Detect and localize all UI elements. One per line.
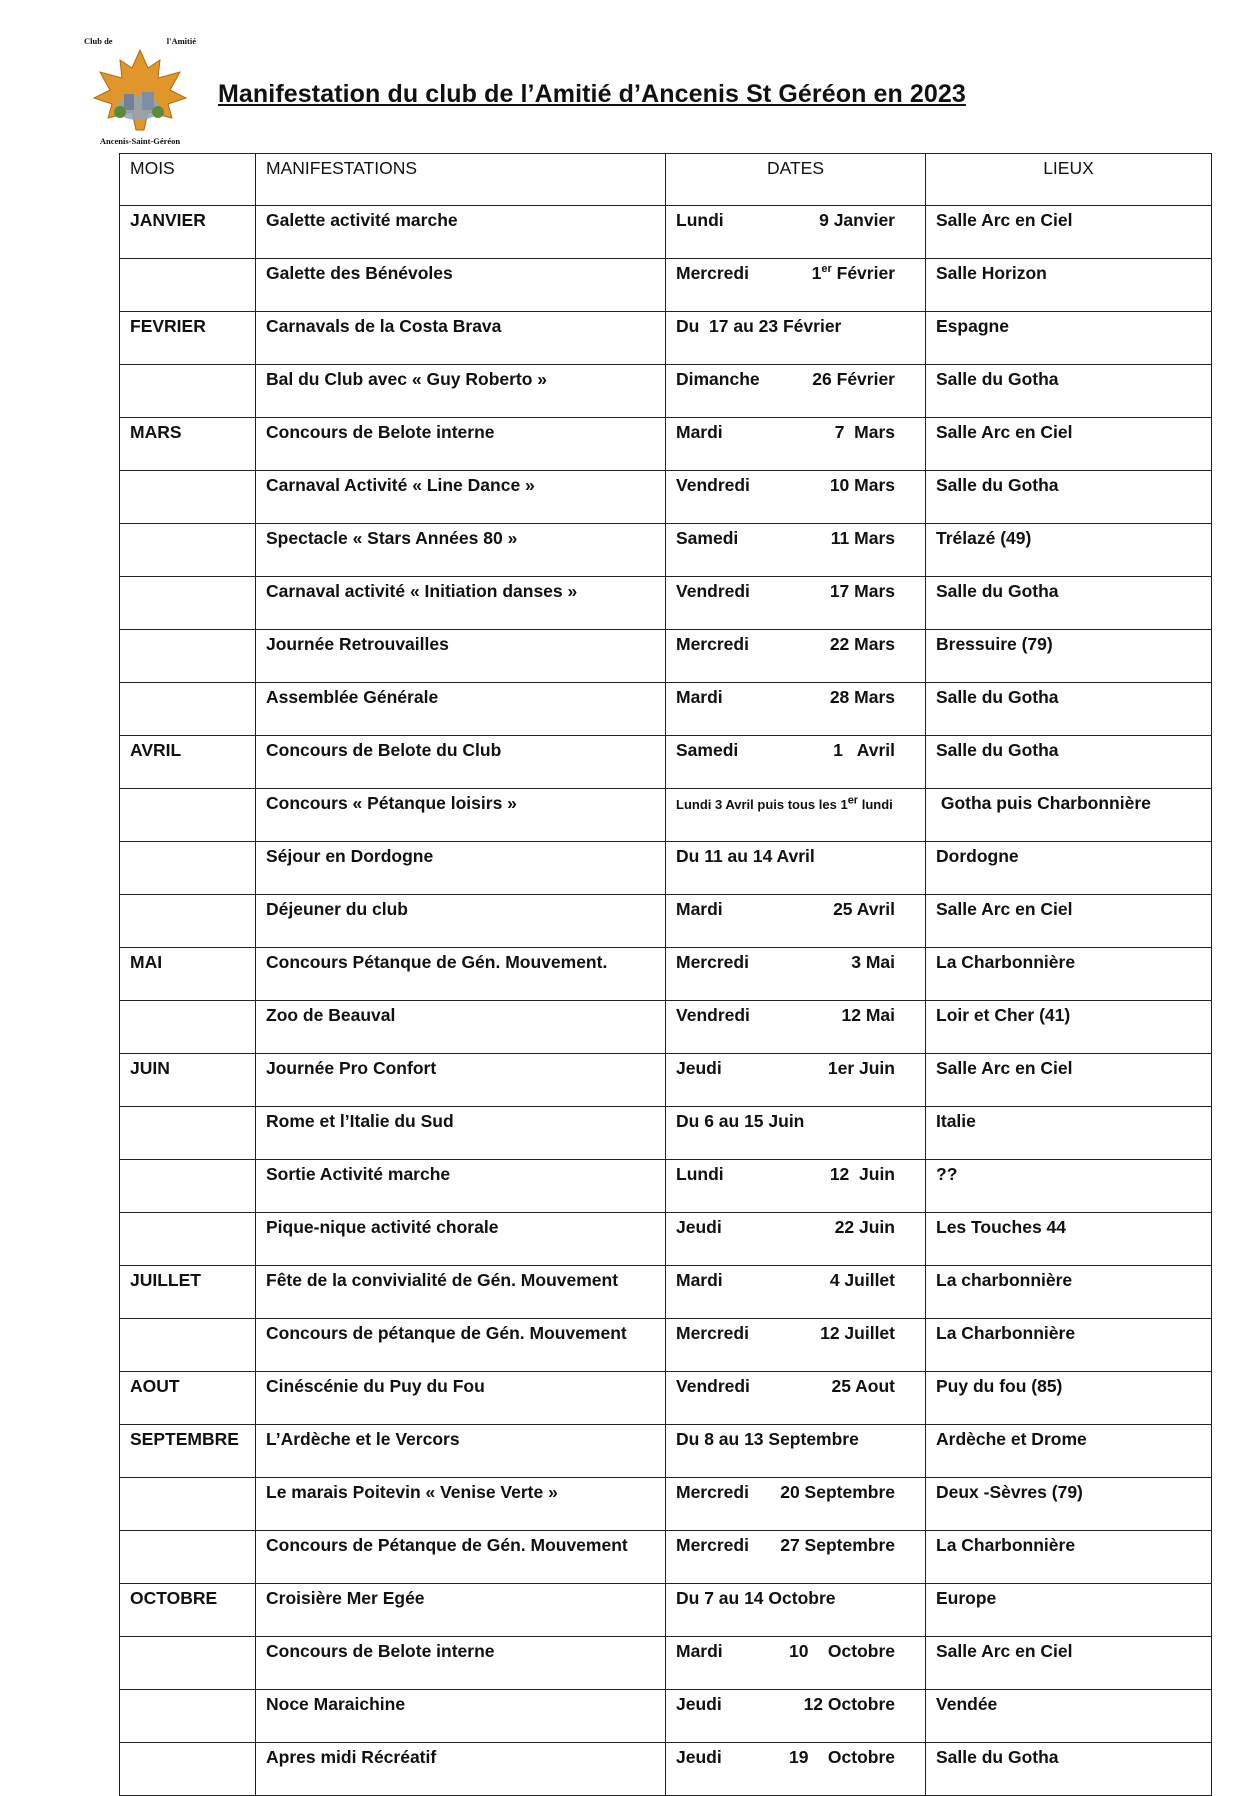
table-row <box>120 1054 1212 1107</box>
date-cell <box>666 789 926 842</box>
event-cell: Sortie Activité marche <box>256 1160 666 1213</box>
date-cell <box>666 630 926 683</box>
date-value: 19 Octobre <box>788 1747 895 1767</box>
club-logo <box>84 36 196 146</box>
date-month: Février <box>831 263 895 283</box>
date-day: Mercredi <box>676 634 749 654</box>
date-value: 27 Septembre <box>780 1535 895 1555</box>
date-day: Mercredi <box>676 1482 749 1502</box>
date-ordinal: er <box>821 263 832 276</box>
date-cell <box>666 1743 926 1796</box>
event-cell: Assemblée Générale <box>256 683 666 736</box>
event-cell: Galette des Bénévoles <box>256 259 666 312</box>
event-cell: Concours de Pétanque de Gén. Mouvement <box>256 1531 666 1584</box>
date-cell <box>666 1690 926 1743</box>
place-cell: Bressuire (79) <box>926 630 1212 683</box>
date-day: Vendredi <box>676 1376 750 1396</box>
date-value <box>895 1429 915 1450</box>
date-day: Vendredi <box>676 1005 750 1025</box>
table-row <box>120 577 1212 630</box>
month-cell <box>120 1001 256 1054</box>
date-value: 10 Octobre <box>788 1641 895 1661</box>
date-note <box>676 794 893 812</box>
date-day: Vendredi <box>676 475 750 495</box>
place-cell: Salle Arc en Ciel <box>926 206 1212 259</box>
date-day: Mardi <box>676 687 723 707</box>
table-row <box>120 1478 1212 1531</box>
date-value: 12 Octobre <box>803 1694 895 1714</box>
event-cell: Cinéscénie du Puy du Fou <box>256 1372 666 1425</box>
date-value: 25 Aout <box>831 1376 895 1396</box>
month-cell: AVRIL <box>120 736 256 789</box>
table-row <box>120 312 1212 365</box>
month-cell <box>120 895 256 948</box>
table-row <box>120 1213 1212 1266</box>
date-value: 28 Mars <box>829 687 895 707</box>
month-cell <box>120 1637 256 1690</box>
month-cell: SEPTEMBRE <box>120 1425 256 1478</box>
place-cell: La Charbonnière <box>926 1319 1212 1372</box>
date-cell <box>666 895 926 948</box>
header-dates: DATES <box>666 154 926 206</box>
place-cell: Salle Arc en Ciel <box>926 418 1212 471</box>
place-cell: Salle du Gotha <box>926 577 1212 630</box>
date-day: Mardi <box>676 1270 723 1290</box>
month-cell: JANVIER <box>120 206 256 259</box>
date-day: Lundi <box>676 210 724 230</box>
date-value <box>895 1111 915 1132</box>
place-cell: ?? <box>926 1160 1212 1213</box>
date-cell <box>666 206 926 259</box>
date-cell <box>666 948 926 1001</box>
date-day: Du 8 au 13 Septembre <box>676 1429 859 1449</box>
event-cell: Rome et l’Italie du Sud <box>256 1107 666 1160</box>
header-mois: MOIS <box>120 154 256 206</box>
table-row <box>120 1743 1212 1796</box>
place-cell: Deux -Sèvres (79) <box>926 1478 1212 1531</box>
date-cell <box>666 1213 926 1266</box>
event-cell: Fête de la convivialité de Gén. Mouvement <box>256 1266 666 1319</box>
month-cell <box>120 1213 256 1266</box>
date-day: Jeudi <box>676 1058 722 1078</box>
table-row <box>120 842 1212 895</box>
month-cell <box>120 842 256 895</box>
month-cell <box>120 1319 256 1372</box>
date-day: Du 17 au 23 Février <box>676 316 842 336</box>
logo-text-top-left: Club de <box>84 36 113 46</box>
place-cell: Espagne <box>926 312 1212 365</box>
table-row <box>120 683 1212 736</box>
event-cell: Concours de Belote interne <box>256 1637 666 1690</box>
table-row <box>120 524 1212 577</box>
date-cell <box>666 1107 926 1160</box>
place-cell: Puy du fou (85) <box>926 1372 1212 1425</box>
date-value <box>895 846 915 867</box>
date-cell <box>666 1266 926 1319</box>
table-row <box>120 1319 1212 1372</box>
month-cell <box>120 1107 256 1160</box>
date-value: 20 Septembre <box>780 1482 895 1502</box>
place-cell: Salle Horizon <box>926 259 1212 312</box>
place-cell: Gotha puis Charbonnière <box>926 789 1212 842</box>
events-table <box>119 153 1212 1796</box>
table-row <box>120 1690 1212 1743</box>
date-day: Du 7 au 14 Octobre <box>676 1588 836 1608</box>
month-cell <box>120 630 256 683</box>
place-cell: Italie <box>926 1107 1212 1160</box>
date-day: Mercredi <box>676 952 749 972</box>
table-row <box>120 1107 1212 1160</box>
month-cell: JUIN <box>120 1054 256 1107</box>
date-cell <box>666 736 926 789</box>
table-row <box>120 1425 1212 1478</box>
table-row <box>120 1584 1212 1637</box>
table-body <box>120 206 1212 1796</box>
date-value <box>895 316 915 337</box>
table-row <box>120 895 1212 948</box>
date-day: Mardi <box>676 899 723 919</box>
date-value: 3 Mai <box>851 952 895 972</box>
event-cell: Concours de pétanque de Gén. Mouvement <box>256 1319 666 1372</box>
date-cell <box>666 1372 926 1425</box>
table-row <box>120 789 1212 842</box>
date-day: Dimanche <box>676 369 760 389</box>
table-row <box>120 1372 1212 1425</box>
date-cell <box>666 471 926 524</box>
header-lieux: LIEUX <box>926 154 1212 206</box>
date-value: 10 Mars <box>829 475 895 495</box>
event-cell: Carnavals de la Costa Brava <box>256 312 666 365</box>
place-cell: Salle du Gotha <box>926 471 1212 524</box>
table-row <box>120 471 1212 524</box>
page-title: Manifestation du club de l’Amitié d’Ancenis St Géréon en 2023 <box>218 80 966 108</box>
event-cell: Séjour en Dordogne <box>256 842 666 895</box>
date-day: Jeudi <box>676 1747 722 1767</box>
date-value <box>895 1588 915 1609</box>
date-day: Mardi <box>676 422 723 442</box>
event-cell: Zoo de Beauval <box>256 1001 666 1054</box>
header-manifestations: MANIFESTATIONS <box>256 154 666 206</box>
date-day: Du 11 au 14 Avril <box>676 846 815 866</box>
logo-text-bottom: Ancenis-Saint-Géréon <box>99 136 181 146</box>
place-cell: Salle Arc en Ciel <box>926 895 1212 948</box>
table-row <box>120 259 1212 312</box>
month-cell <box>120 471 256 524</box>
place-cell: Loir et Cher (41) <box>926 1001 1212 1054</box>
place-cell: Salle du Gotha <box>926 1743 1212 1796</box>
event-cell: Pique-nique activité chorale <box>256 1213 666 1266</box>
date-cell <box>666 1478 926 1531</box>
event-cell: Le marais Poitevin « Venise Verte » <box>256 1478 666 1531</box>
place-cell: Ardèche et Drome <box>926 1425 1212 1478</box>
date-value: 12 Mai <box>841 1005 895 1025</box>
month-cell <box>120 683 256 736</box>
date-cell <box>666 1001 926 1054</box>
logo-text-top-right: l'Amitié <box>166 36 196 46</box>
place-cell: Salle du Gotha <box>926 683 1212 736</box>
date-day: Samedi <box>676 528 739 548</box>
event-cell: Journée Pro Confort <box>256 1054 666 1107</box>
date-value: 25 Avril <box>833 899 895 919</box>
event-cell: Bal du Club avec « Guy Roberto » <box>256 365 666 418</box>
date-day: Samedi <box>676 740 739 760</box>
event-cell: Noce Maraichine <box>256 1690 666 1743</box>
event-cell: Déjeuner du club <box>256 895 666 948</box>
date-value: 22 Juin <box>834 1217 895 1237</box>
place-cell: Europe <box>926 1584 1212 1637</box>
date-value: 12 Juillet <box>820 1323 895 1343</box>
month-cell: OCTOBRE <box>120 1584 256 1637</box>
event-cell: Carnaval activité « Initiation danses » <box>256 577 666 630</box>
month-cell <box>120 259 256 312</box>
month-cell <box>120 524 256 577</box>
event-cell: Croisière Mer Egée <box>256 1584 666 1637</box>
date-value: 4 Juillet <box>829 1270 895 1290</box>
event-cell: Spectacle « Stars Années 80 » <box>256 524 666 577</box>
place-cell: Dordogne <box>926 842 1212 895</box>
date-value: 1 Avril <box>833 740 895 760</box>
date-cell <box>666 1425 926 1478</box>
event-cell: Concours Pétanque de Gén. Mouvement. <box>256 948 666 1001</box>
date-note-end: lundi <box>858 797 893 812</box>
date-cell <box>666 524 926 577</box>
event-cell: Concours « Pétanque loisirs » <box>256 789 666 842</box>
date-value: 9 Janvier <box>819 210 895 230</box>
table-row <box>120 418 1212 471</box>
table-header-row <box>120 154 1212 206</box>
event-cell: Galette activité marche <box>256 206 666 259</box>
date-cell <box>666 259 926 312</box>
table-row <box>120 1637 1212 1690</box>
table-row <box>120 948 1212 1001</box>
date-note-text: Lundi 3 Avril puis tous les 1 <box>676 797 848 812</box>
month-cell <box>120 1531 256 1584</box>
date-cell <box>666 1584 926 1637</box>
maple-leaf-icon <box>90 46 190 134</box>
event-cell: Journée Retrouvailles <box>256 630 666 683</box>
date-value: 17 Mars <box>829 581 895 601</box>
date-day: Lundi <box>676 1164 724 1184</box>
event-cell: Carnaval Activité « Line Dance » <box>256 471 666 524</box>
month-cell <box>120 1478 256 1531</box>
month-cell <box>120 789 256 842</box>
date-value: 22 Mars <box>829 634 895 654</box>
place-cell: Trélazé (49) <box>926 524 1212 577</box>
date-cell <box>666 842 926 895</box>
table-row <box>120 736 1212 789</box>
table-row <box>120 630 1212 683</box>
month-cell <box>120 1743 256 1796</box>
place-cell: Vendée <box>926 1690 1212 1743</box>
table-row <box>120 206 1212 259</box>
place-cell: Salle Arc en Ciel <box>926 1637 1212 1690</box>
month-cell <box>120 365 256 418</box>
date-value: 26 Février <box>812 369 895 389</box>
event-cell: Concours de Belote interne <box>256 418 666 471</box>
date-cell <box>666 577 926 630</box>
date-number: 1 <box>811 263 822 283</box>
place-cell: Les Touches 44 <box>926 1213 1212 1266</box>
date-day: Mercredi <box>676 263 749 283</box>
table-row <box>120 1266 1212 1319</box>
month-cell <box>120 577 256 630</box>
date-value: 7 Mars <box>834 422 895 442</box>
date-cell <box>666 683 926 736</box>
table-row <box>120 1001 1212 1054</box>
date-cell <box>666 1054 926 1107</box>
date-value <box>812 263 915 284</box>
date-day: Mardi <box>676 1641 723 1661</box>
date-value: 12 Juin <box>829 1164 895 1184</box>
date-cell <box>666 312 926 365</box>
date-day: Jeudi <box>676 1694 722 1714</box>
date-day: Jeudi <box>676 1217 722 1237</box>
place-cell: La charbonnière <box>926 1266 1212 1319</box>
date-cell <box>666 365 926 418</box>
date-value: 1er Juin <box>827 1058 895 1078</box>
place-cell: Salle Arc en Ciel <box>926 1054 1212 1107</box>
month-cell: JUILLET <box>120 1266 256 1319</box>
event-cell: Apres midi Récréatif <box>256 1743 666 1796</box>
date-cell <box>666 1160 926 1213</box>
month-cell <box>120 1160 256 1213</box>
place-cell: Salle du Gotha <box>926 365 1212 418</box>
event-cell: L’Ardèche et le Vercors <box>256 1425 666 1478</box>
date-day: Mercredi <box>676 1535 749 1555</box>
date-cell <box>666 1319 926 1372</box>
month-cell: MARS <box>120 418 256 471</box>
date-day: Vendredi <box>676 581 750 601</box>
event-cell: Concours de Belote du Club <box>256 736 666 789</box>
date-cell <box>666 418 926 471</box>
place-cell: Salle du Gotha <box>926 736 1212 789</box>
date-note-sup: er <box>847 794 859 807</box>
date-value: 11 Mars <box>830 528 895 548</box>
date-cell <box>666 1531 926 1584</box>
table-row <box>120 1160 1212 1213</box>
month-cell: MAI <box>120 948 256 1001</box>
month-cell <box>120 1690 256 1743</box>
month-cell: AOUT <box>120 1372 256 1425</box>
table-row <box>120 1531 1212 1584</box>
date-cell <box>666 1637 926 1690</box>
place-cell: La Charbonnière <box>926 1531 1212 1584</box>
date-day: Du 6 au 15 Juin <box>676 1111 805 1131</box>
date-day: Mercredi <box>676 1323 749 1343</box>
table-row <box>120 365 1212 418</box>
month-cell: FEVRIER <box>120 312 256 365</box>
place-cell: La Charbonnière <box>926 948 1212 1001</box>
